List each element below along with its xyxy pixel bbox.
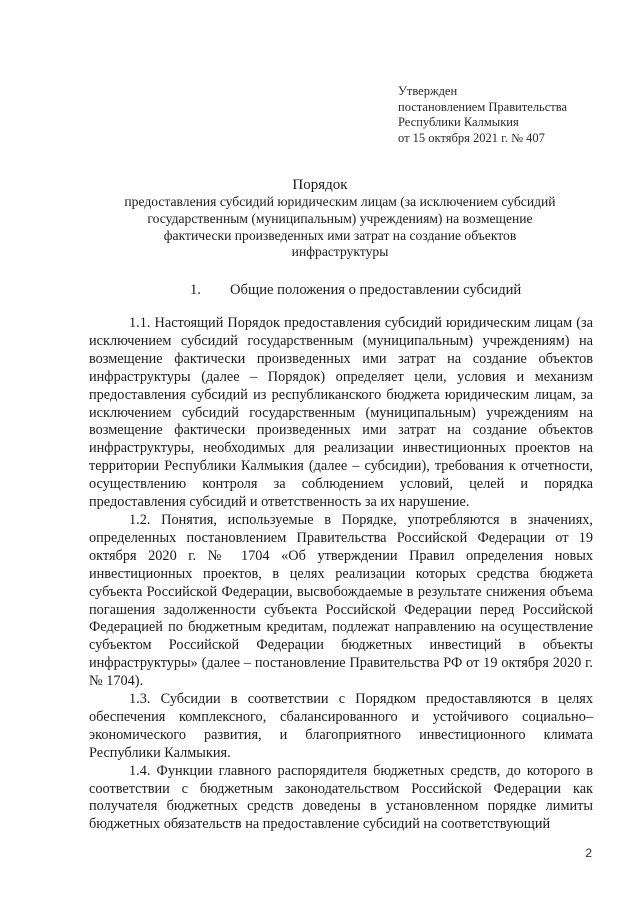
paragraph: 1.3. Субсидии в соответствии с Порядком предоставляются в целях обеспечения комплексного, сбалансированного и устойчивого социально–экономического развития, и благоприятного инвестиционного климата Республики Калмыкия.	[89, 691, 593, 761]
approval-stamp	[398, 84, 567, 146]
document-title: Порядок	[292, 177, 348, 193]
approval-line: постановлением Правительства	[398, 99, 568, 114]
document-subtitle: предоставления субсидий юридическим лицам (за исключением субсидий государственным (муниципальным) учреждениям) на возмещение фактически произведенных ими затрат на создание объектов инфраструктуры	[124, 194, 556, 260]
approval-line: от 15 октября 2021 г. № 407	[398, 130, 545, 145]
paragraph: 1.2. Понятия, используемые в Порядке, употребляются в значениях, определенных постановлением Правительства Российской Федерации от 19 октября 2020 г. № 1704 «Об утверждении Правил определения новых инвестиционных проектов, в целях реализации которых средства бюджета субъекта Российской Федерации, высвобождаемые в результате снижения объема погашения задолженности субъекта Российской Федерации перед Российской Федерацией по бюджетным кредитам, подлежат направлению на осуществление субъектом Российской Федерации бюджетных инвестиций в объекты инфраструктуры» (далее – постановление Правительства РФ от 19 октября 2020 г. № 1704).	[89, 511, 593, 690]
section-heading	[190, 281, 521, 299]
section-number: 1.	[190, 282, 201, 298]
section-title: Общие положения о предоставлении субсидий	[230, 282, 522, 298]
approval-line: Утвержден	[398, 84, 458, 98]
paragraph: 1.1. Настоящий Порядок предоставления субсидий юридическим лицам (за исключением субсидий государственным (муниципальным) учреждениям) на возмещение фактически произведенных ими затрат на создание объектов инфраструктуры (далее – Порядок) определяет цели, условия и механизм предоставления субсидий из республиканского бюджета юридическим лицам, за исключением субсидий государственным (муниципальным) учреждениям на возмещение фактически произведенных ими затрат на создание объектов инфраструктуры, необходимых для реализации инвестиционных проектов на территории Республики Калмыкия (далее – субсидии), требования к отчетности, осуществлению контроля за соблюдением условий, целей и порядка предоставления субсидий и ответственность за их нарушение.	[89, 315, 593, 511]
approval-line: Республики Калмыкия	[398, 115, 519, 129]
body-text	[89, 315, 593, 834]
paragraph: 1.4. Функции главного распорядителя бюджетных средств, до которого в соответствии с бюджетным законодательством Российской Федерации как получателя бюджетных средств доведены в установленном порядке лимиты бюджетных обязательств на предоставление субсидий на соответствующий	[89, 762, 593, 833]
page-number: 2	[585, 846, 592, 860]
